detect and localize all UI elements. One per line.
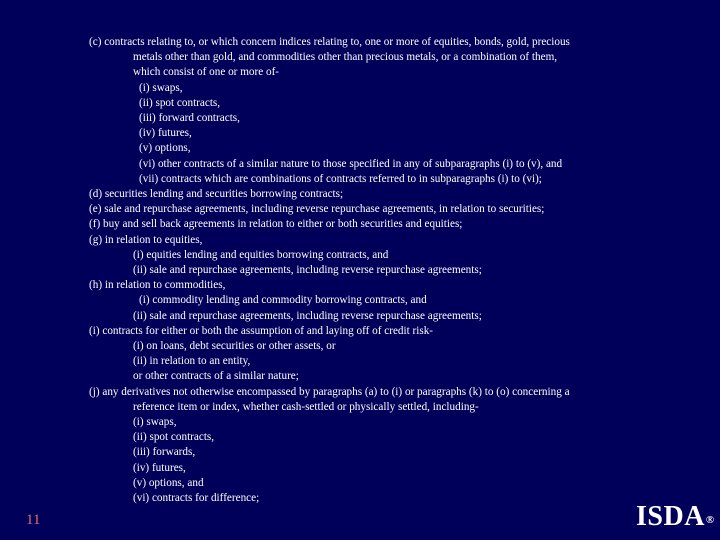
text-line: (vi) other contracts of a similar nature to those specified in any of subparagraphs (i) to (v), and <box>139 157 563 170</box>
text-line: (ii) spot contracts, <box>133 431 215 444</box>
logo-text: ISDA <box>636 501 705 532</box>
text-line: (i) swaps, <box>139 81 183 94</box>
body-text <box>89 35 659 506</box>
text-line: (d) securities lending and securities borrowing contracts; <box>89 188 344 201</box>
text-line: (v) options, <box>139 142 191 155</box>
text-line: (g) in relation to equities, <box>89 233 203 246</box>
text-line: or other contracts of a similar nature; <box>133 370 299 383</box>
text-line: (c) contracts relating to, or which concern indices relating to, one or more of equities, bonds, gold, precious <box>89 36 570 48</box>
text-line: (iv) futures, <box>139 127 192 140</box>
text-line: metals other than gold, and commodities other than precious metals, or a combination of them, <box>133 51 558 64</box>
text-line: (i) equities lending and equities borrowing contracts, and <box>133 248 389 261</box>
text-line: (iii) forward contracts, <box>139 112 240 125</box>
registered-mark: ® <box>705 514 715 526</box>
text-line: (iv) futures, <box>133 461 186 474</box>
text-line: (vi) contracts for difference; <box>133 492 260 505</box>
text-line: (i) contracts for either or both the assumption of and laying off of credit risk- <box>89 324 434 337</box>
text-line: (f) buy and sell back agreements in relation to either or both securities and equities; <box>89 218 463 231</box>
text-line: (i) on loans, debt securities or other assets, or <box>133 340 336 353</box>
isda-logo <box>636 501 715 533</box>
page-number: 11 <box>26 512 41 528</box>
text-line: (ii) sale and repurchase agreements, including reverse repurchase agreements; <box>133 309 482 322</box>
text-line: (ii) spot contracts, <box>139 96 221 109</box>
text-line: (i) commodity lending and commodity borrowing contracts, and <box>139 294 427 307</box>
text-line: which consist of one or more of- <box>133 66 280 79</box>
text-line: (v) options, and <box>133 476 204 489</box>
text-line: reference item or index, whether cash-settled or physically settled, including- <box>133 400 479 413</box>
text-line: (iii) forwards, <box>133 446 196 459</box>
text-line: (e) sale and repurchase agreements, including reverse repurchase agreements, in relation to securities; <box>89 203 545 216</box>
text-line: (ii) sale and repurchase agreements, including reverse repurchase agreements; <box>133 264 482 277</box>
text-line: (vii) contracts which are combinations of contracts referred to in subparagraphs (i) to (vi); <box>139 172 542 185</box>
text-line: (ii) in relation to an entity, <box>133 355 251 368</box>
text-line: (j) any derivatives not otherwise encompassed by paragraphs (a) to (i) or paragraphs (k) to (o) concerning a <box>89 385 570 398</box>
text-line: (h) in relation to commodities, <box>89 279 226 292</box>
text-line: (i) swaps, <box>133 416 177 429</box>
